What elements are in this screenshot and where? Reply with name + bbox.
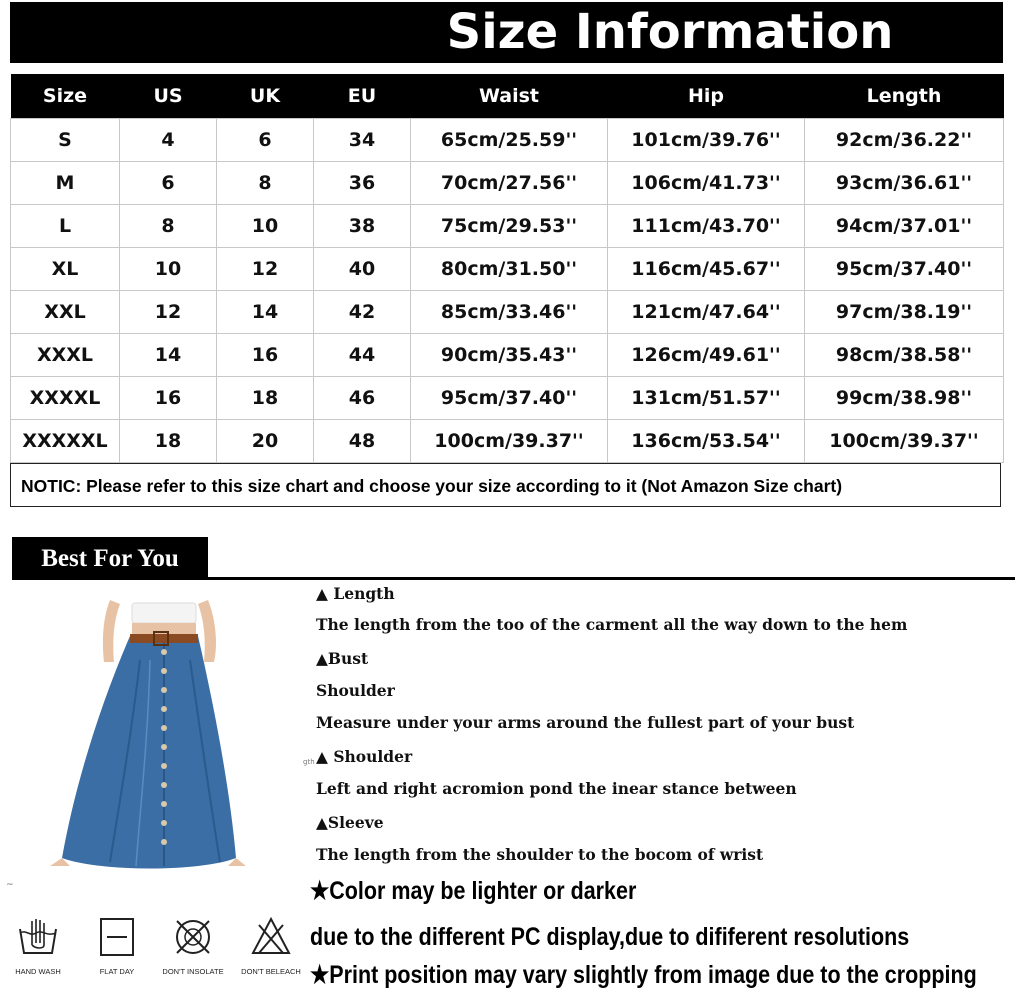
display-note: due to the different PC display,due to dififerent resolutions [310,923,910,951]
table-cell: 131cm/51.57'' [608,377,805,420]
table-cell: 10 [217,205,314,248]
table-cell: XXXXL [11,377,120,420]
table-cell: 100cm/39.37'' [411,420,608,463]
table-cell: 101cm/39.76'' [608,119,805,162]
mini-mark: gth [303,758,315,766]
table-row [11,334,1004,377]
table-cell: 16 [217,334,314,377]
color-note: ★Color may be lighter or darker [310,877,637,905]
table-cell: 80cm/31.50'' [411,248,608,291]
table-cell: 126cm/49.61'' [608,334,805,377]
size-chart-notice: NOTIC: Please refer to this size chart and choose your size according to it (Not Amazon Size chart) [10,463,1001,507]
table-cell: 99cm/38.98'' [805,377,1004,420]
table-cell: 106cm/41.73'' [608,162,805,205]
bust-heading: ▲Bust [316,649,369,668]
table-cell: 12 [120,291,217,334]
table-cell: XXXXXL [11,420,120,463]
skirt-button-dot [161,782,167,788]
length-description: The length from the too of the carment all the way down to the hem [316,615,908,634]
column-header: Length [805,74,1004,119]
table-cell: 10 [120,248,217,291]
size-chart-table [10,74,1004,463]
table-row [11,377,1004,420]
care-label: DON'T BELEACH [241,967,301,976]
table-row [11,205,1004,248]
table-row [11,119,1004,162]
table-cell: 95cm/37.40'' [805,248,1004,291]
table-cell: 48 [314,420,411,463]
skirt-button-dot [161,725,167,731]
section-divider [12,577,1015,580]
table-cell: 20 [217,420,314,463]
table-cell: 90cm/35.43'' [411,334,608,377]
table-cell: S [11,119,120,162]
shoulder-description: Left and right acromion pond the inear stance between [316,779,797,798]
title-banner [10,2,1003,63]
table-cell: 85cm/33.46'' [411,291,608,334]
column-header: Waist [411,74,608,119]
bust-description: Measure under your arms around the fullest part of your bust [316,713,855,732]
care-item [158,915,228,976]
table-cell: 97cm/38.19'' [805,291,1004,334]
care-item [3,915,73,976]
column-header: Size [11,74,120,119]
flat-dry-icon [95,915,139,959]
table-cell: 65cm/25.59'' [411,119,608,162]
table-cell: 44 [314,334,411,377]
table-row [11,291,1004,334]
table-cell: 40 [314,248,411,291]
print-position-note: ★Print position may vary slightly from image due to the cropping [310,961,977,989]
denim-skirt-illustration [40,600,250,875]
table-cell: 95cm/37.40'' [411,377,608,420]
care-label: DON'T INSOLATE [162,967,224,976]
table-cell: 38 [314,205,411,248]
best-for-you-heading: Best For You [12,537,208,580]
decorative-mark: ~ [6,880,14,890]
table-cell: 6 [120,162,217,205]
skirt-button-dot [161,687,167,693]
shoulder-heading: ▲ Shoulder [316,747,413,766]
table-cell: XXL [11,291,120,334]
table-cell: XL [11,248,120,291]
column-header: EU [314,74,411,119]
table-cell: 136cm/53.54'' [608,420,805,463]
skirt-button-dot [161,744,167,750]
skirt-button-dot [161,706,167,712]
table-cell: 14 [217,291,314,334]
table-row [11,162,1004,205]
table-row [11,420,1004,463]
skirt-button-dot [161,649,167,655]
table-cell: 34 [314,119,411,162]
table-cell: 70cm/27.56'' [411,162,608,205]
table-cell: 111cm/43.70'' [608,205,805,248]
care-label: FLAT DAY [99,967,135,976]
column-header: US [120,74,217,119]
table-cell: 16 [120,377,217,420]
table-cell: 12 [217,248,314,291]
skirt-button-dot [161,839,167,845]
table-header-row [11,74,1004,119]
sleeve-heading: ▲Sleeve [316,813,384,832]
hand-wash-icon [16,915,60,959]
table-cell: 98cm/38.58'' [805,334,1004,377]
column-header: UK [217,74,314,119]
do-not-bleach-icon [249,915,293,959]
length-heading: ▲ Length [316,584,395,603]
table-cell: 14 [120,334,217,377]
table-cell: 93cm/36.61'' [805,162,1004,205]
table-cell: 116cm/45.67'' [608,248,805,291]
care-label: HAND WASH [15,967,61,976]
table-cell: 46 [314,377,411,420]
table-cell: 6 [217,119,314,162]
table-row [11,248,1004,291]
skirt-button-dot [161,820,167,826]
table-cell: 75cm/29.53'' [411,205,608,248]
do-not-insolate-icon [171,915,215,959]
table-cell: 8 [120,205,217,248]
table-cell: 100cm/39.37'' [805,420,1004,463]
table-cell: 4 [120,119,217,162]
skirt-button-dot [161,668,167,674]
care-item [82,915,152,976]
sleeve-description: The length from the shoulder to the bocom of wrist [316,845,764,864]
table-cell: 94cm/37.01'' [805,205,1004,248]
shoulder-label: Shoulder [316,681,395,700]
table-cell: 18 [120,420,217,463]
care-item [236,915,306,976]
column-header: Hip [608,74,805,119]
table-cell: 8 [217,162,314,205]
skirt-button-dot [161,801,167,807]
table-cell: 121cm/47.64'' [608,291,805,334]
table-cell: XXXL [11,334,120,377]
table-cell: 42 [314,291,411,334]
skirt-button-dot [161,763,167,769]
page-title: Size Information [446,4,894,60]
table-cell: L [11,205,120,248]
table-cell: M [11,162,120,205]
table-cell: 36 [314,162,411,205]
table-cell: 92cm/36.22'' [805,119,1004,162]
table-cell: 18 [217,377,314,420]
